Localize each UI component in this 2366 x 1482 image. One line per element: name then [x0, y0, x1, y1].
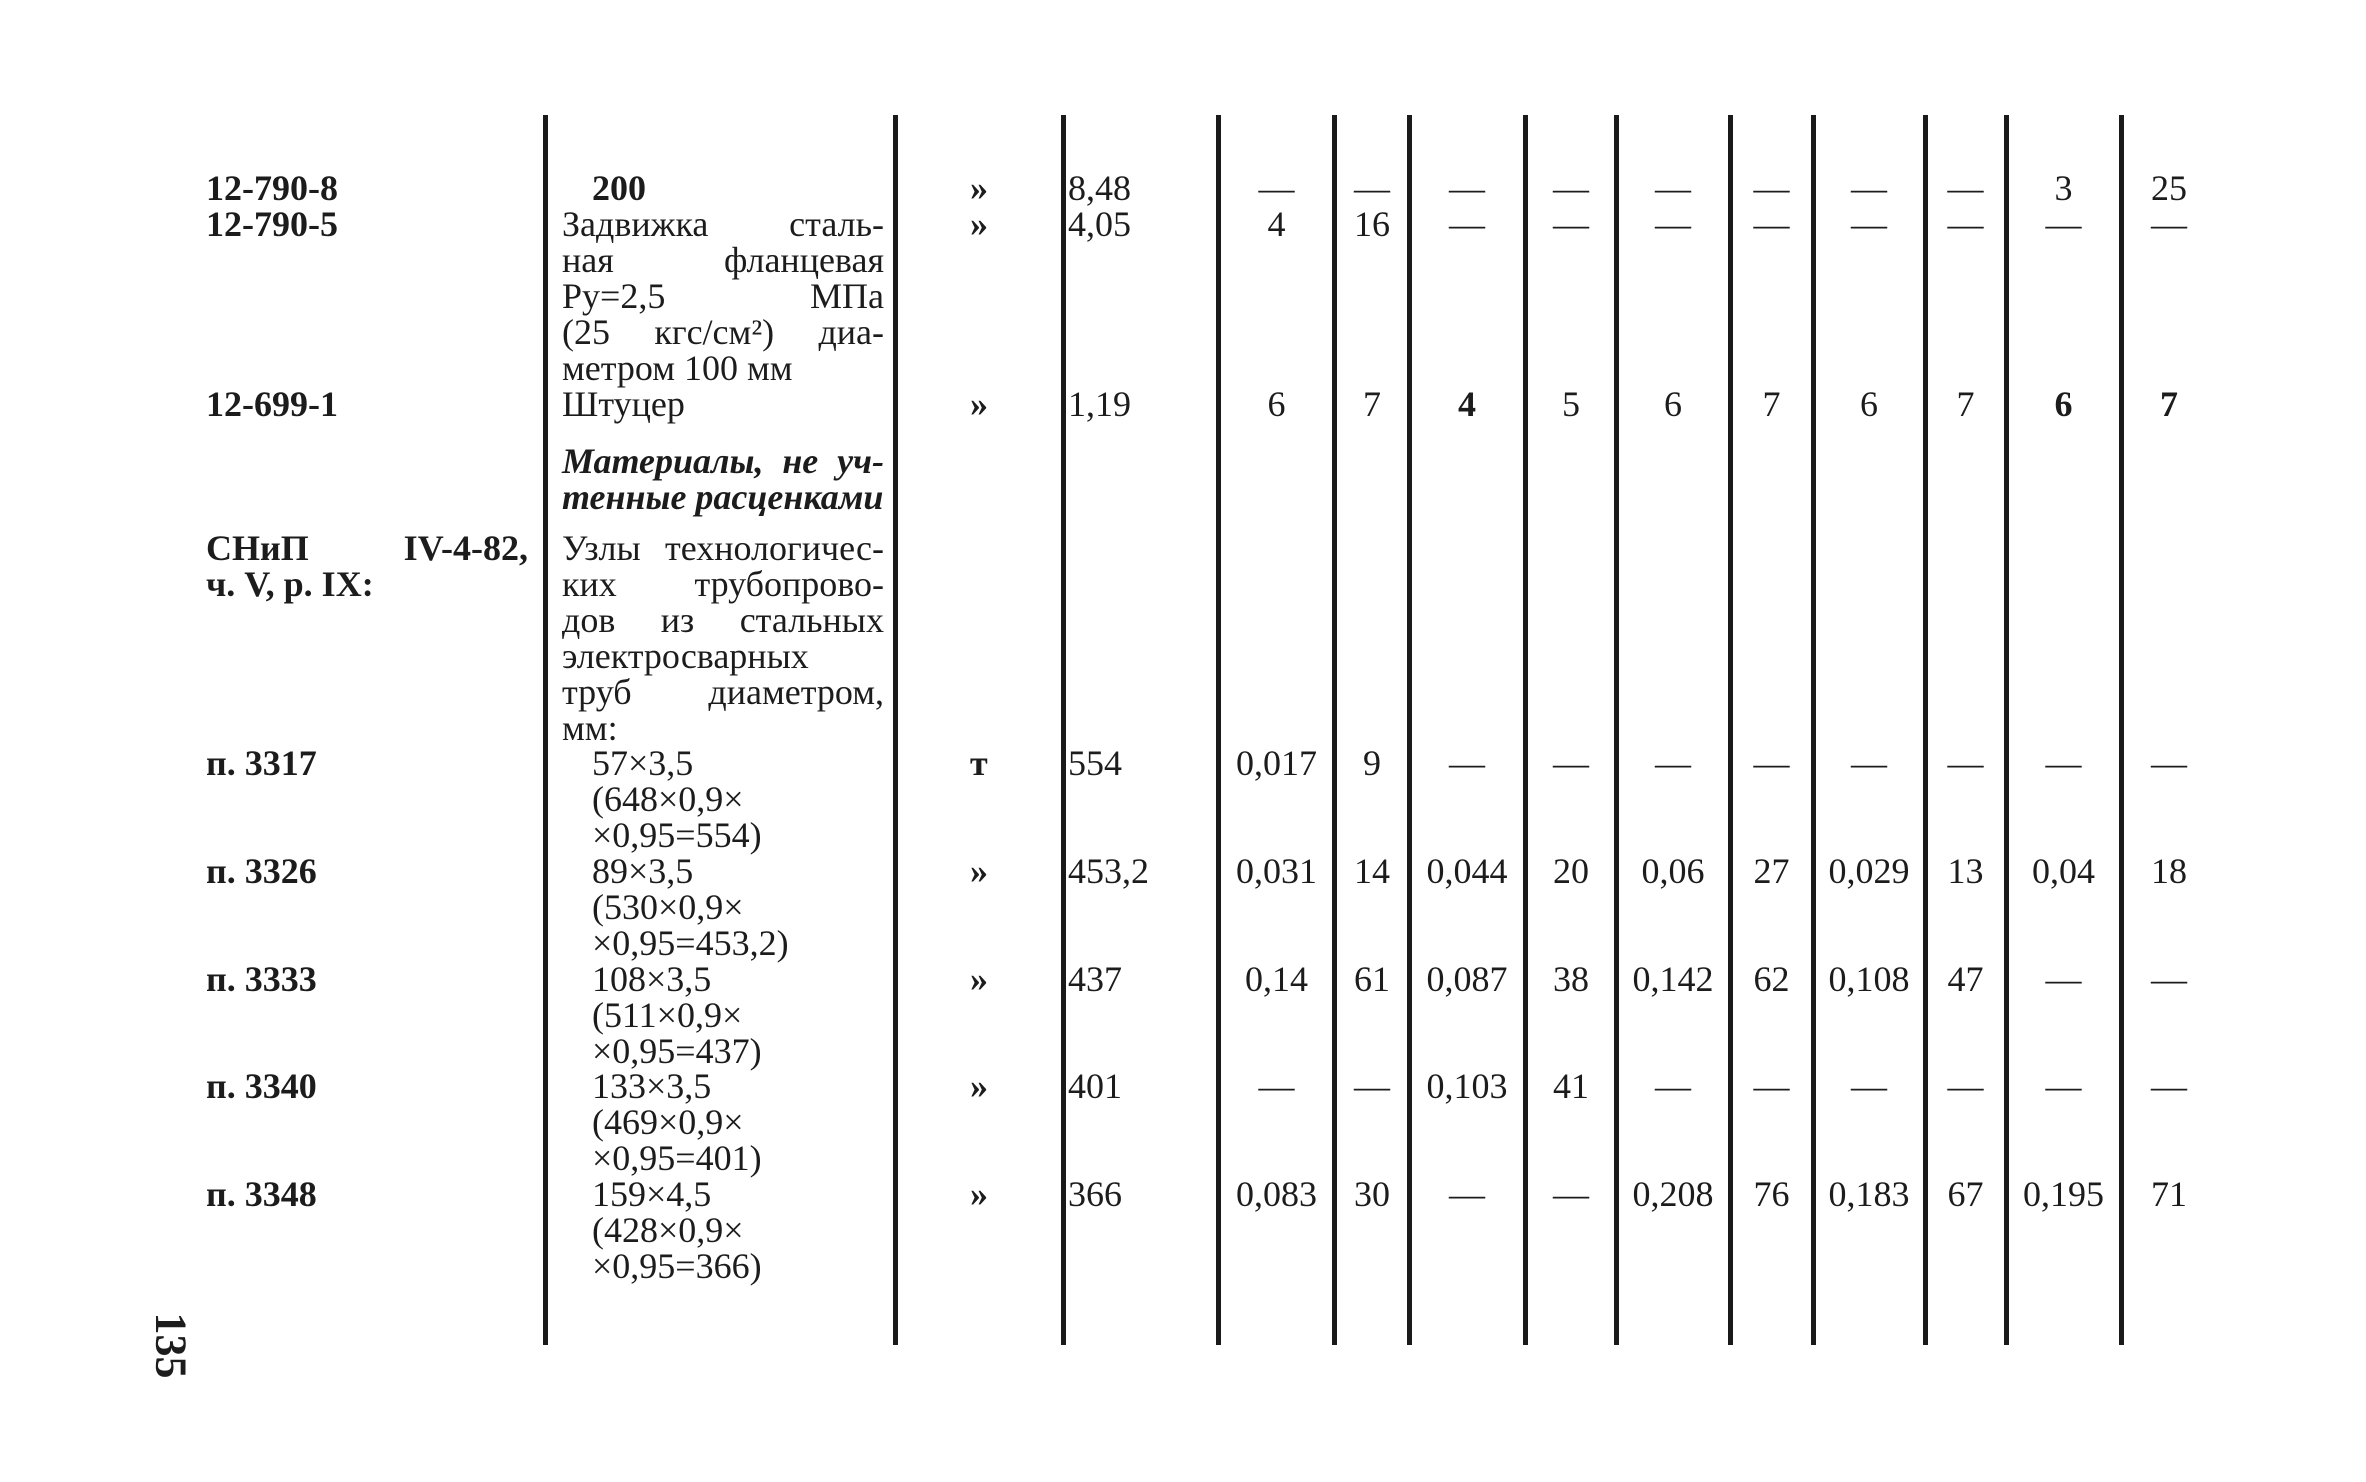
row-value: —: [2151, 1066, 2187, 1106]
row-value: 47: [1947, 959, 1984, 999]
row-description: [562, 170, 884, 206]
description-line: Задвижка сталь-: [562, 204, 884, 244]
row-value: 0,087: [1426, 959, 1508, 999]
row-value: —: [1553, 1174, 1589, 1214]
row-value: 0,183: [1828, 1174, 1910, 1214]
row-description: [562, 386, 884, 422]
row-value: 62: [1753, 959, 1790, 999]
description-line: мм:: [562, 708, 618, 748]
row-unit: »: [970, 959, 988, 999]
row-unit: »: [970, 851, 988, 891]
row-value: —: [1947, 204, 1984, 244]
row-value: 30: [1354, 1174, 1390, 1214]
row-value: 437: [1068, 959, 1122, 999]
description-line: ×0,95=437): [592, 1031, 762, 1071]
row-value: —: [1258, 1066, 1295, 1106]
row-value: 3: [2054, 168, 2073, 208]
description-line: (25 кгс/см²) диа-: [562, 312, 884, 352]
row-value: 0,208: [1632, 1174, 1714, 1214]
description-line: 57×3,5: [592, 743, 694, 783]
row-code: п. 3317: [206, 743, 317, 783]
row-value: 1,19: [1068, 384, 1131, 424]
row-value: 61: [1354, 959, 1390, 999]
description-line: 108×3,5: [592, 959, 712, 999]
row-value: —: [2045, 1066, 2082, 1106]
row-value: —: [1655, 1066, 1691, 1106]
description-line: (511×0,9×: [592, 995, 743, 1035]
row-description: [562, 853, 884, 961]
row-value: 0,142: [1632, 959, 1714, 999]
description-line: ких трубопрово-: [562, 564, 884, 604]
row-value: —: [1947, 743, 1984, 783]
row-value: 453,2: [1068, 851, 1149, 891]
column-rule: [1811, 115, 1816, 1345]
row-code: п. 3333: [206, 959, 317, 999]
row-unit: т: [970, 743, 988, 783]
column-rule: [1523, 115, 1528, 1345]
row-value: —: [1851, 743, 1887, 783]
row-value: 7: [1363, 384, 1381, 424]
description-line: 159×4,5: [592, 1174, 712, 1214]
row-value: 6: [2054, 384, 2073, 424]
column-rule: [1923, 115, 1928, 1345]
row-value: —: [1851, 204, 1887, 244]
row-value: 16: [1354, 204, 1390, 244]
code-line: ч. V, р. IX:: [206, 564, 374, 604]
row-value: 14: [1354, 851, 1390, 891]
row-description: [562, 745, 884, 853]
row-value: 38: [1553, 959, 1589, 999]
row-value: 0,14: [1245, 959, 1308, 999]
row-value: 13: [1947, 851, 1984, 891]
code-line: СНиП IV-4-82,: [206, 528, 528, 568]
row-value: 18: [2151, 851, 2187, 891]
description-line: электросварных: [562, 636, 809, 676]
row-value: —: [1655, 743, 1691, 783]
row-code: [206, 530, 528, 602]
row-unit: »: [970, 1174, 988, 1214]
description-line: труб диаметром,: [562, 672, 884, 712]
row-code: 12-699-1: [206, 384, 338, 424]
description-line: ×0,95=554): [592, 815, 762, 855]
row-value: 0,083: [1236, 1174, 1317, 1214]
row-description: [562, 1176, 884, 1284]
column-rule: [893, 115, 898, 1345]
row-value: 67: [1947, 1174, 1984, 1214]
row-value: —: [1851, 168, 1887, 208]
row-unit: »: [970, 384, 988, 424]
section-title: [562, 443, 884, 515]
row-code: 12-790-8: [206, 168, 338, 208]
column-rule: [1332, 115, 1337, 1345]
row-value: 9: [1363, 743, 1381, 783]
row-value: —: [1655, 168, 1691, 208]
row-value: —: [1753, 168, 1790, 208]
description-line: (648×0,9×: [592, 779, 744, 819]
row-value: —: [1655, 204, 1691, 244]
description-line: ×0,95=366): [592, 1246, 762, 1286]
row-value: —: [1947, 168, 1984, 208]
row-value: —: [1553, 204, 1589, 244]
description-line: ×0,95=401): [592, 1138, 762, 1178]
row-value: 0,031: [1236, 851, 1317, 891]
row-value: 7: [1956, 384, 1975, 424]
column-rule: [1216, 115, 1221, 1345]
row-value: —: [1449, 743, 1485, 783]
column-rule: [1728, 115, 1733, 1345]
row-description: [562, 961, 884, 1069]
description-line: дов из стальных: [562, 600, 884, 640]
column-rule: [1407, 115, 1412, 1345]
row-value: —: [2151, 959, 2187, 999]
row-value: 4: [1458, 384, 1476, 424]
description-line: (428×0,9×: [592, 1210, 744, 1250]
page-number: 135: [146, 1312, 196, 1379]
row-value: 0,103: [1426, 1066, 1508, 1106]
section-title-line: тенные расценками: [562, 477, 884, 517]
row-value: 0,195: [2023, 1174, 2104, 1214]
row-value: 76: [1753, 1174, 1790, 1214]
row-value: 366: [1068, 1174, 1122, 1214]
row-value: 41: [1553, 1066, 1589, 1106]
row-value: —: [2045, 743, 2082, 783]
row-value: —: [2151, 743, 2187, 783]
column-rule: [2119, 115, 2124, 1345]
row-code: 12-790-5: [206, 204, 338, 244]
row-value: 7: [2160, 384, 2178, 424]
row-value: 0,06: [1641, 851, 1705, 891]
row-value: —: [1753, 743, 1790, 783]
row-value: 4,05: [1068, 204, 1131, 244]
row-value: 6: [1664, 384, 1682, 424]
row-value: 0,108: [1828, 959, 1910, 999]
row-value: 0,029: [1828, 851, 1910, 891]
row-value: —: [1449, 168, 1485, 208]
row-value: —: [1753, 204, 1790, 244]
description-line: 200: [592, 168, 646, 208]
row-value: —: [1449, 204, 1485, 244]
row-value: —: [2045, 959, 2082, 999]
description-line: метром 100 мм: [562, 348, 793, 388]
row-unit: »: [970, 1066, 988, 1106]
description-line: (530×0,9×: [592, 887, 744, 927]
description-line: Узлы технологичес-: [562, 528, 884, 568]
row-unit: »: [970, 168, 988, 208]
row-value: 20: [1553, 851, 1589, 891]
row-value: 6: [1267, 384, 1286, 424]
row-value: —: [1449, 1174, 1485, 1214]
row-value: 4: [1267, 204, 1286, 244]
row-value: 0,017: [1236, 743, 1317, 783]
row-value: 25: [2151, 168, 2187, 208]
row-description: [562, 206, 884, 386]
description-line: ×0,95=453,2): [592, 923, 789, 963]
description-line: ная фланцевая: [562, 240, 884, 280]
row-code: п. 3326: [206, 851, 317, 891]
row-value: —: [1753, 1066, 1790, 1106]
row-description: [562, 1068, 884, 1176]
row-code: п. 3340: [206, 1066, 317, 1106]
description-line: 89×3,5: [592, 851, 694, 891]
row-value: 71: [2151, 1174, 2187, 1214]
column-rule: [543, 115, 548, 1345]
row-value: 5: [1562, 384, 1580, 424]
row-value: —: [1354, 168, 1390, 208]
row-value: 0,04: [2032, 851, 2095, 891]
row-value: —: [2151, 204, 2187, 244]
row-value: 7: [1762, 384, 1781, 424]
row-value: —: [1354, 1066, 1390, 1106]
row-value: 6: [1860, 384, 1878, 424]
row-value: —: [1258, 168, 1295, 208]
description-line: (469×0,9×: [592, 1102, 744, 1142]
column-rule: [2004, 115, 2009, 1345]
row-value: —: [2045, 204, 2082, 244]
section-title-line: Материалы, не уч-: [562, 441, 884, 481]
row-unit: »: [970, 204, 988, 244]
description-line: Pу=2,5 МПа: [562, 276, 884, 316]
row-value: —: [1553, 743, 1589, 783]
row-description: [562, 530, 884, 746]
row-value: —: [1947, 1066, 1984, 1106]
column-rule: [1614, 115, 1619, 1345]
row-code: п. 3348: [206, 1174, 317, 1214]
row-value: —: [1851, 1066, 1887, 1106]
row-value: 0,044: [1426, 851, 1508, 891]
row-value: 27: [1753, 851, 1790, 891]
row-value: 8,48: [1068, 168, 1131, 208]
description-line: 133×3,5: [592, 1066, 712, 1106]
column-rule: [1061, 115, 1066, 1345]
description-line: Штуцер: [562, 384, 685, 424]
row-value: 401: [1068, 1066, 1122, 1106]
row-value: 554: [1068, 743, 1122, 783]
row-value: —: [1553, 168, 1589, 208]
